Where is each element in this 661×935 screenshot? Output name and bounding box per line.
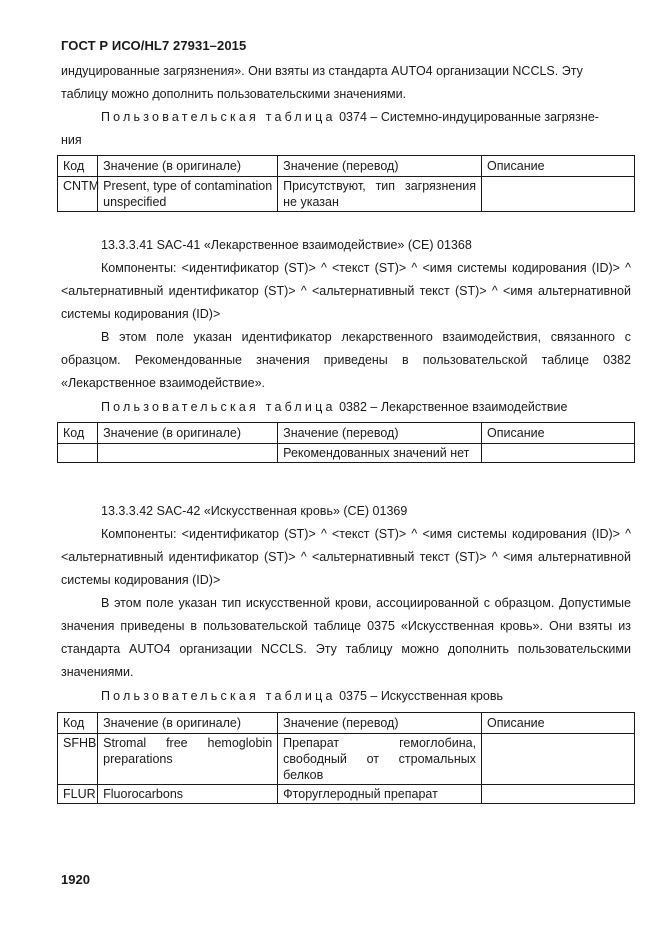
sac41-description: В этом поле указан идентификатор лекарственного взаимодействия, связанного с образцом. Рекомендованные значения приведены в пользовательской таблице 0382 «Лекарственное взаимодействие». (61, 330, 631, 390)
cell-code: SFHB (58, 734, 98, 785)
intro-line-2: таблицу можно дополнить пользовательскими значениями. (61, 87, 407, 101)
sac42-section (61, 500, 631, 684)
cell-translation: Присутствуют, тип загрязнения не указан (278, 177, 482, 212)
header-original: Значение (в оригинале) (98, 156, 278, 177)
table-0382-caption (101, 396, 567, 419)
table-0382 (57, 422, 635, 463)
table-0374-caption-wrap: ния (61, 133, 82, 147)
cell-translation: Фторуглеродный препарат (278, 785, 482, 804)
cell-translation: Препарат гемоглобина, свободный от стромальных белков (278, 734, 482, 785)
sac41-components: Компоненты: <идентификатор (ST)> ^ <текст (ST)> ^ <имя системы кодирования (ID)> ^ <альтернативный идентификатор (ST)> ^ <альтернативный текст (ST)> ^ <имя альтернативной системы кодирования (ID)> (61, 261, 631, 321)
table-header-row (58, 713, 635, 734)
cell-description (482, 444, 635, 463)
cell-original: Stromal free hemoglobin preparations (98, 734, 278, 785)
table-0375-caption (101, 685, 503, 708)
table-header-row (58, 156, 635, 177)
header-description: Описание (482, 156, 635, 177)
header-translation: Значение (перевод) (278, 423, 482, 444)
cell-description (482, 734, 635, 785)
intro-paragraph (61, 60, 631, 106)
header-code: Код (58, 713, 98, 734)
cell-code (58, 444, 98, 463)
table-0375-caption-prefix: Пользовательская таблица (101, 689, 336, 703)
table-0382-caption-prefix: Пользовательская таблица (101, 400, 336, 414)
table-row (58, 785, 635, 804)
cell-translation: Рекомендованных значений нет (278, 444, 482, 463)
table-row (58, 444, 635, 463)
table-row (58, 177, 635, 212)
cell-description (482, 177, 635, 212)
sac41-section (61, 234, 631, 395)
sac42-heading: 13.3.3.42 SAC-42 «Искусственная кровь» (CE) 01369 (101, 504, 408, 518)
cell-original: Present, type of contamination unspecified (98, 177, 278, 212)
table-0375-caption-rest: 0375 – Искусственная кровь (339, 689, 503, 703)
cell-description (482, 785, 635, 804)
sac41-heading: 13.3.3.41 SAC-41 «Лекарственное взаимодействие» (CE) 01368 (101, 238, 472, 252)
intro-line-1: индуцированные загрязнения». Они взяты из стандарта AUTO4 организации NCCLS. Эту (61, 64, 583, 78)
table-0374-caption-prefix: Пользовательская таблица (101, 110, 336, 124)
header-code: Код (58, 156, 98, 177)
sac42-description: В этом поле указан тип искусственной крови, ассоциированной с образцом. Допустимые значения приведены в пользовательской таблице 0375 «Искусственная кровь». Они взяты из стандарта AUTO4 организации NCCLS. Эту таблицу можно дополнить пользовательскими значениями. (61, 596, 631, 679)
table-0374-caption (101, 106, 599, 129)
cell-original: Fluorocarbons (98, 785, 278, 804)
header-original: Значение (в оригинале) (98, 423, 278, 444)
cell-code: FLUR (58, 785, 98, 804)
header-description: Описание (482, 713, 635, 734)
table-0375 (57, 712, 635, 804)
header-translation: Значение (перевод) (278, 156, 482, 177)
table-header-row (58, 423, 635, 444)
header-original: Значение (в оригинале) (98, 713, 278, 734)
header-code: Код (58, 423, 98, 444)
table-0374 (57, 155, 635, 212)
cell-original (98, 444, 278, 463)
table-row (58, 734, 635, 785)
page-header-title: ГОСТ Р ИСО/HL7 27931–2015 (61, 38, 247, 53)
header-translation: Значение (перевод) (278, 713, 482, 734)
page-number: 1920 (61, 872, 90, 887)
cell-code: CNTM (58, 177, 98, 212)
table-0382-caption-rest: 0382 – Лекарственное взаимодействие (339, 400, 568, 414)
sac42-components: Компоненты: <идентификатор (ST)> ^ <текст (ST)> ^ <имя системы кодирования (ID)> ^ <альтернативный идентификатор (ST)> ^ <альтернативный текст (ST)> ^ <имя альтернативной системы кодирования (ID)> (61, 527, 631, 587)
table-0374-caption-rest: 0374 – Системно-индуцированные загрязне- (339, 110, 599, 124)
header-description: Описание (482, 423, 635, 444)
